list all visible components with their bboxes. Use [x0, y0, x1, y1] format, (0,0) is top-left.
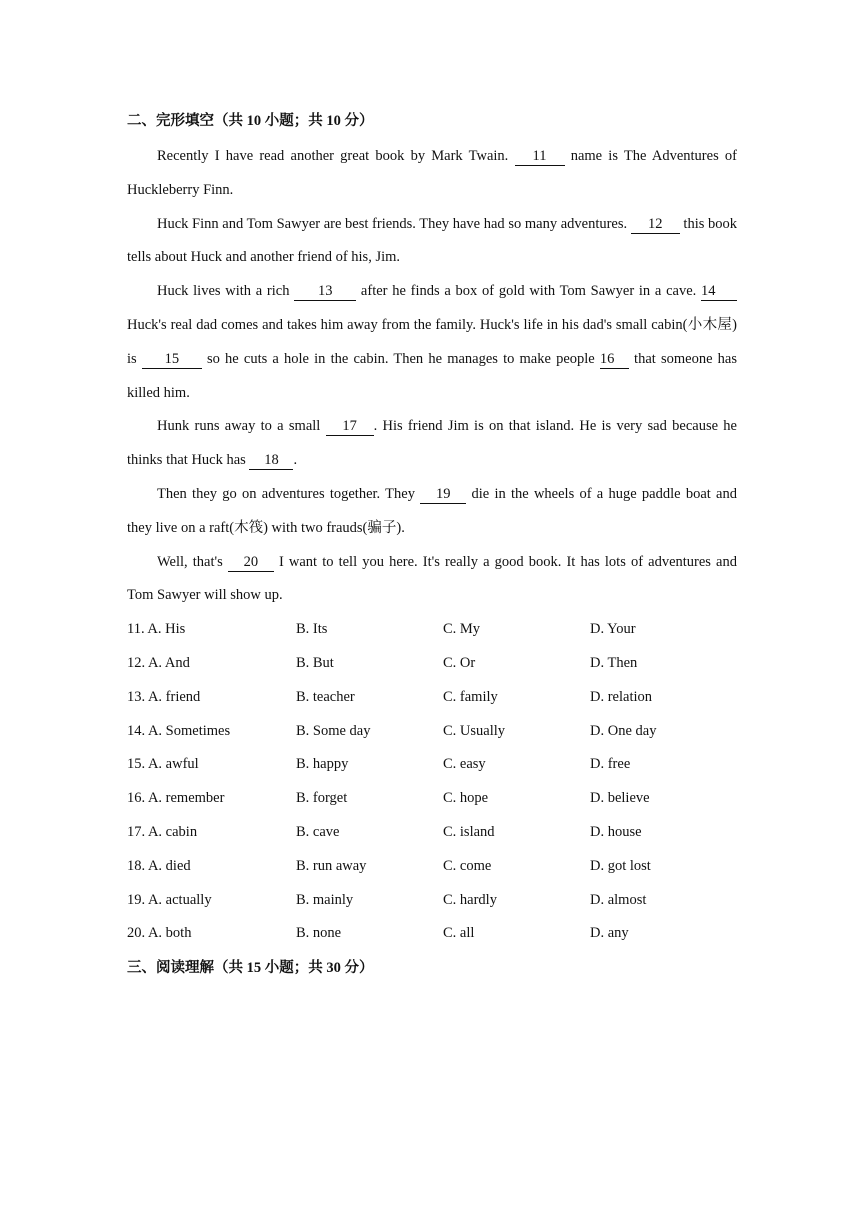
passage-text: Recently I have read another great book by Mark Twain.: [157, 148, 515, 164]
option: D. believe: [590, 790, 650, 807]
option-row: [127, 647, 737, 681]
passage-text: this book tells about Huck and another friend of his, Jim.: [127, 215, 738, 266]
blank-14: 14: [701, 283, 737, 301]
option: D. almost: [590, 891, 647, 908]
answer-options: [127, 613, 737, 951]
option-row: [127, 884, 737, 918]
passage-paragraph-5: [127, 478, 737, 546]
option: 20. A. both: [127, 925, 192, 942]
document-page: [127, 108, 737, 981]
blank-15: 15: [142, 351, 202, 369]
option-row: [127, 850, 737, 884]
section-heading-cloze: 二、完形填空（共 10 小题；共 10 分）: [127, 113, 374, 129]
option: 17. A. cabin: [127, 823, 198, 840]
passage-text: name is The Adventures of Huckleberry Finn.: [127, 148, 737, 198]
option: B. Some day: [295, 722, 371, 739]
blank-13: 13: [294, 283, 356, 301]
blank-12: 12: [631, 216, 680, 234]
option: C. My: [442, 621, 481, 638]
option: D. Your: [590, 621, 636, 638]
blank-16: 16: [600, 351, 629, 369]
passage-text: so he cuts a hole in the cabin. Then he manages to make people: [201, 350, 600, 367]
option-row: [127, 681, 737, 715]
option: B. mainly: [295, 891, 354, 908]
option: 19. A. actually: [127, 891, 212, 908]
passage-text: I want to tell you here. It's really a good book. It has lots of adventures and Tom Sawyer will show up.: [127, 553, 737, 604]
option: C. Or: [442, 654, 476, 671]
option: D. free: [590, 756, 631, 773]
option: D. house: [590, 823, 642, 840]
option: D. Then: [590, 654, 638, 671]
passage-text: Huck lives with a rich: [157, 283, 295, 300]
option: 14. A. Sometimes: [127, 722, 231, 739]
passage-text: after he finds a box of gold with Tom Sawyer in a cave.: [356, 283, 701, 300]
option: B. none: [295, 925, 342, 942]
option: C. hope: [442, 790, 489, 807]
option: D. relation: [590, 688, 653, 705]
blank-19: 19: [420, 486, 466, 504]
passage-text: .: [293, 452, 298, 469]
section-heading-reading: 三、阅读理解（共 15 小题；共 30 分）: [127, 960, 374, 977]
blank-18: 18: [249, 452, 293, 470]
option: B. cave: [295, 823, 340, 840]
option: B. But: [295, 654, 334, 671]
option: D. One day: [590, 722, 657, 739]
option: 18. A. died: [127, 857, 191, 874]
option: 12. A. And: [127, 654, 190, 671]
passage-paragraph-3: [127, 275, 737, 410]
option: 11. A. His: [127, 621, 186, 638]
passage-text: that someone has killed him.: [127, 350, 737, 401]
option: C. hardly: [442, 891, 497, 908]
option: B. Its: [295, 621, 328, 638]
option: C. come: [442, 857, 492, 874]
option: D. got lost: [590, 857, 651, 874]
passage-paragraph-6: [127, 546, 737, 614]
option-row: [127, 613, 737, 647]
option-row: [127, 748, 737, 782]
option: C. family: [442, 688, 498, 705]
passage-paragraph-2: [127, 208, 737, 276]
option: B. forget: [295, 790, 348, 807]
passage-text: Hunk runs away to a small: [157, 418, 326, 435]
passage-paragraph-1: [127, 140, 737, 208]
option: C. island: [442, 823, 495, 840]
passage-text: Huck's real dad comes and takes him away from the family. Huck's life in his dad's small cabin(小木屋) is: [127, 316, 737, 367]
option-row: [127, 816, 737, 850]
passage-text: Then they go on adventures together. They: [157, 485, 421, 502]
option: C. all: [442, 925, 475, 942]
option: 15. A. awful: [127, 756, 199, 773]
option: B. run away: [295, 857, 367, 874]
passage-text: Huck Finn and Tom Sawyer are best friends. They have had so many adventures.: [157, 215, 631, 232]
blank-20: 20: [228, 554, 274, 572]
passage-text: die in the wheels of a huge paddle boat and they live on a raft(木筏) with two frauds(骗子).: [127, 485, 737, 536]
blank-17: 17: [326, 418, 374, 436]
option-row: [127, 715, 737, 749]
blank-11: 11: [515, 148, 565, 166]
option: 13. A. friend: [127, 688, 201, 705]
passage-text: . His friend Jim is on that island. He is very sad because he thinks that Huck has: [127, 418, 737, 469]
option: C. Usually: [442, 722, 506, 739]
option: 16. A. remember: [127, 790, 225, 807]
option: B. happy: [295, 756, 349, 773]
option: C. easy: [442, 756, 486, 773]
option: D. any: [590, 925, 629, 942]
option: B. teacher: [295, 688, 355, 705]
option-row: [127, 782, 737, 816]
passage-text: Well, that's: [157, 553, 228, 570]
passage-paragraph-4: [127, 410, 737, 478]
option-row: [127, 917, 737, 951]
